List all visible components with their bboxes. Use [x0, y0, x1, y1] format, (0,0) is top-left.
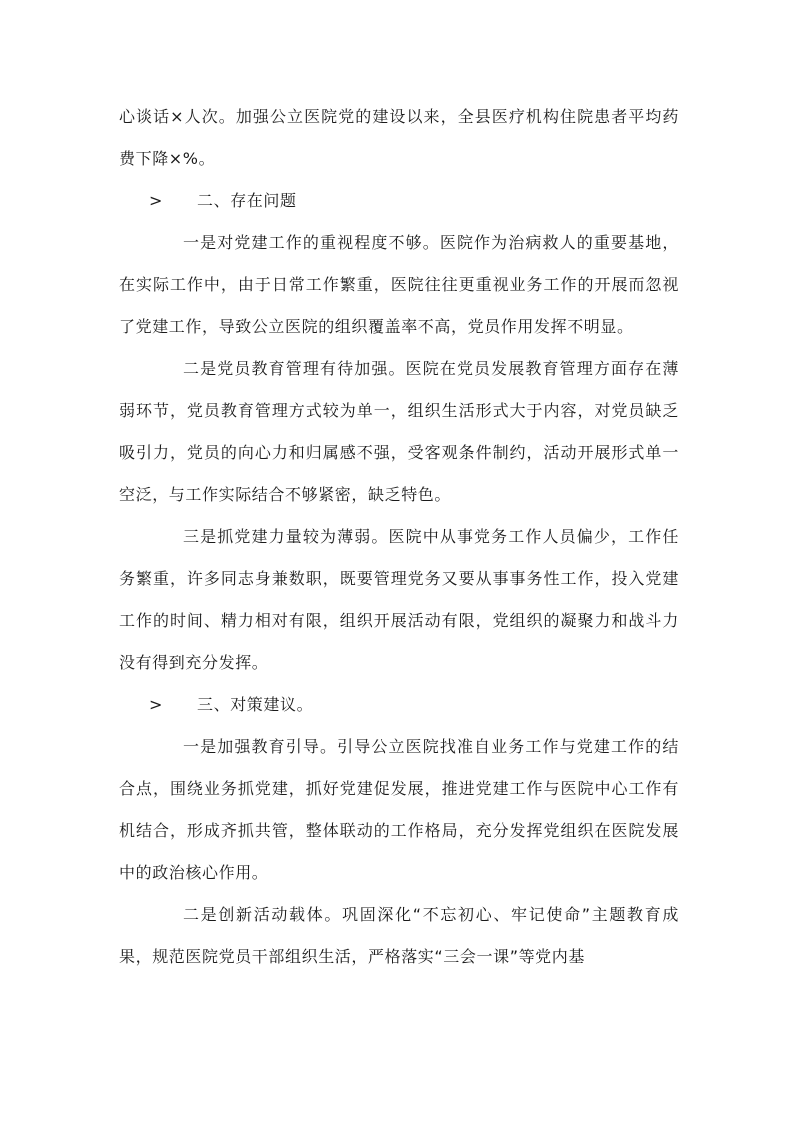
section-title: 三、对策建议。 [197, 695, 314, 714]
paragraph-problem-1: 一是对党建工作的重视程度不够。医院作为治病救人的重要基地，在实际工作中，由于日常工作繁重，医院往往更重视业务工作的开展而忽视了党建工作，导致公立医院的组织覆盖率不高，党员作用发挥不明显。 [119, 233, 679, 336]
section-heading-suggestions [119, 684, 679, 726]
continued-paragraph: 心谈话×人次。加强公立医院党的建设以来，全县医疗机构住院患者平均药费下降×%。 [119, 107, 679, 168]
paragraph-problem-3: 三是抓党建力量较为薄弱。医院中从事党务工作人员偏少，工作任务繁重，许多同志身兼数职，既要管理党务又要从事事务性工作，投入党建工作的时间、精力相对有限，组织开展活动有限，党组织的凝聚力和战斗力没有得到充分发挥。 [119, 527, 679, 672]
bullet-marker: > [149, 191, 164, 210]
paragraph-suggestion-2: 二是创新活动载体。巩固深化“不忘初心、牢记使命”主题教育成果，规范医院党员干部组织生活，严格落实“三会一课”等党内基 [119, 905, 679, 966]
bullet-marker: > [149, 695, 164, 714]
document-body [119, 96, 679, 978]
paragraph-problem-2: 二是党员教育管理有待加强。医院在党员发展教育管理方面存在薄弱环节，党员教育管理方式较为单一，组织生活形式大于内容，对党员缺乏吸引力，党员的向心力和归属感不强，受客观条件制约，活动开展形式单一空泛，与工作实际结合不够紧密，缺乏特色。 [119, 359, 679, 504]
paragraph-suggestion-1: 一是加强教育引导。引导公立医院找准自业务工作与党建工作的结合点，围绕业务抓党建，抓好党建促发展，推进党建工作与医院中心工作有机结合，形成齐抓共管，整体联动的工作格局，充分发挥党组织在医院发展中的政治核心作用。 [119, 737, 679, 882]
section-heading-problems [119, 180, 679, 222]
section-title: 二、存在问题 [197, 191, 297, 210]
